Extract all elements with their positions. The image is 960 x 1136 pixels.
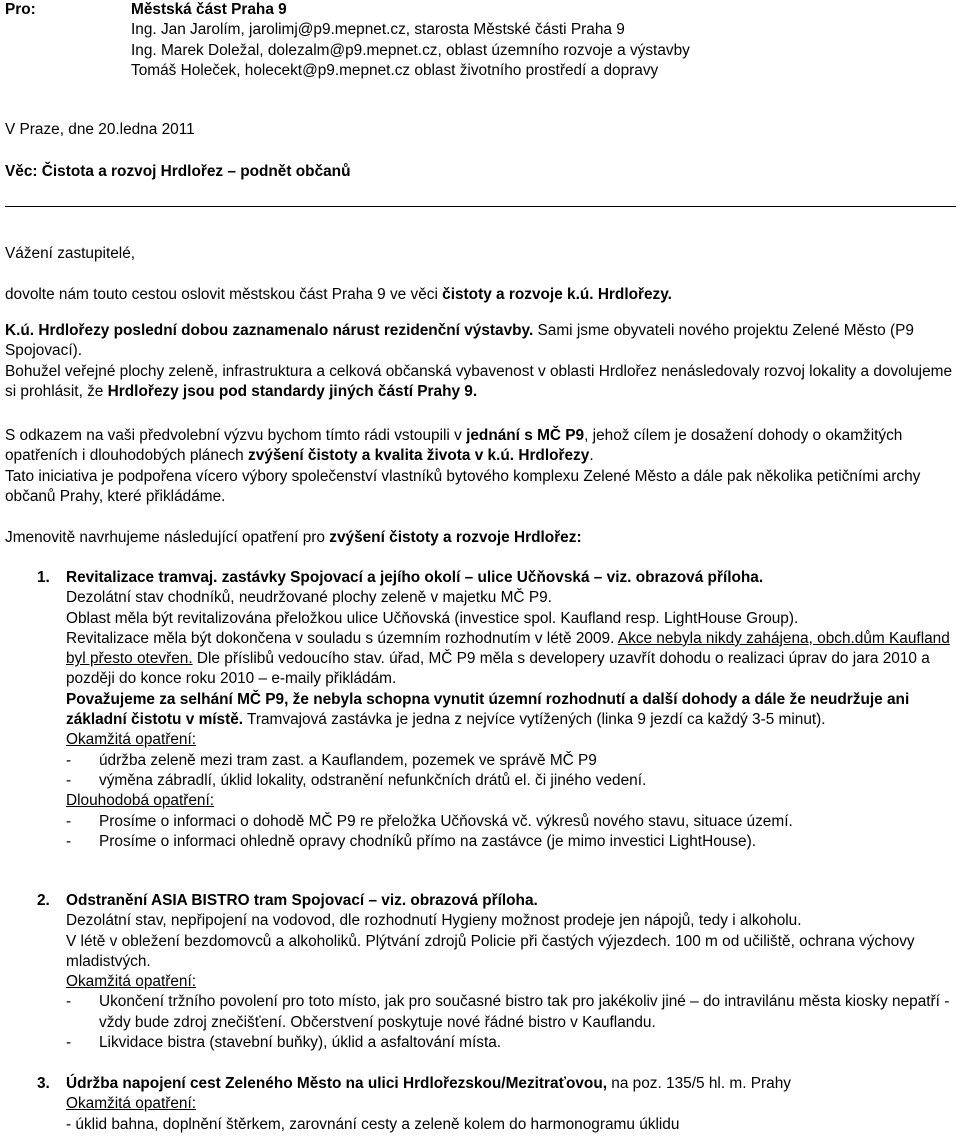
item-text-underlined: Akce nebyla nikdy zahájena, obch.dům Kaufland byl přesto otevřen. bbox=[66, 629, 950, 668]
item-text-b: Dle příslibů vedoucího stav. úřad, MČ P9 měla s developery uzavřít dohodu o realizaci úprav do jara 2010 a později do konce roku 2010 – e-maily přikládám. bbox=[66, 650, 930, 688]
item-text: Dezolátní stav chodníků, neudržované plochy zeleně v majetku MČ P9. bbox=[66, 589, 552, 607]
intro-paragraph bbox=[5, 285, 672, 305]
list-item: - výměna zábradlí, úklid lokality, odstranění nefunkčních drátů el. či jiného vedení. bbox=[66, 771, 647, 789]
intro-emphasis: čistoty a rozvoje k.ú. Hrdlořezy. bbox=[442, 286, 672, 303]
list-item: - Ukončení tržního povolení pro toto místo, jak pro současné bistro tak pro jakékoliv jiné – do intravilánu města kiosky nepatří - vždy bude zdroj znečišťení. Občerstvení poskytuje nové řádné bistro v Kauflandu. bbox=[66, 993, 950, 1031]
proposal-item-3 bbox=[66, 1074, 956, 1135]
paragraph-situation bbox=[5, 321, 955, 402]
proposal-intro bbox=[5, 528, 582, 548]
recipient-line: Ing. Jan Jarolím, jarolimj@p9.mepnet.cz, starosta Městské části Praha 9 bbox=[131, 21, 625, 39]
item-text bbox=[66, 629, 956, 690]
list-item-text: Prosíme o informaci ohledně opravy chodníků přímo na zastávce (je mimo investici LightHouse). bbox=[99, 832, 756, 850]
item-text: Oblast měla být revitalizována přeložkou ulice Učňovská (investice spol. Kaufland resp. LightHouse Group). bbox=[66, 609, 799, 627]
item-title: Údržba napojení cest Zeleného Město na ulici Hrdlořezskou/Mezitraťovou, bbox=[66, 1075, 608, 1092]
list-item-text: úklid bahna, doplnění štěrkem, zarovnání cesty a zeleně kolem do harmonogramu úklidu bbox=[71, 1115, 680, 1133]
longterm-measures-heading: Dlouhodobá opatření: bbox=[66, 792, 215, 810]
list-item: - Prosíme o informaci ohledně opravy chodníků přímo na zastávce (je mimo investici LightHouse). bbox=[66, 832, 756, 850]
list-item-text: Prosíme o informaci o dohodě MČ P9 re přeložka Učňovská vč. výkresů nového stavu, situace území. bbox=[99, 812, 793, 830]
situation-rest: Sami jsme obyvateli nového projektu Zelené Město (P9 Spojovací). bbox=[5, 322, 914, 360]
request-text-b: , jehož cílem je dosažení dohody o okamžitých opatřeních i dlouhodobých plánech bbox=[5, 427, 903, 465]
list-item: - Prosíme o informaci o dohodě MČ P9 re přeložka Učňovská vč. výkresů nového stavu, situace území. bbox=[66, 812, 793, 830]
proposal-intro-emphasis: zvýšení čistoty a rozvoje Hrdlořez: bbox=[329, 529, 582, 546]
situation-detail bbox=[5, 362, 955, 403]
support-text: Tato iniciativa je podpořena vícero výbory společenství vlastníků bytového komplexu Zelené Město a dále pak několika petičními archy občanů Prahy, které přikládáme. bbox=[5, 467, 921, 505]
list-item: - Likvidace bistra (stavební buňky), úklid a asfaltování místa. bbox=[66, 1034, 502, 1052]
recipients-block bbox=[131, 0, 690, 81]
salutation: Vážení zastupitelé, bbox=[5, 245, 136, 262]
item-text-a: Revitalizace měla být dokončena v souladu s územním rozhodnutím v létě 2009. bbox=[66, 629, 618, 647]
request-text-a: S odkazem na vaši předvolební výzvu bychom tímto rádi vstoupili v bbox=[5, 427, 467, 444]
item-number: 2. bbox=[37, 892, 50, 909]
list-item bbox=[66, 1115, 956, 1135]
list-item: - údržba zeleně mezi tram zast. a Kauflandem, pozemek ve správě MČ P9 bbox=[66, 751, 597, 769]
paragraph-request bbox=[5, 426, 955, 507]
subject-divider bbox=[5, 206, 956, 207]
situation-emphasis: K.ú. Hrdlořezy poslední dobou zaznamenalo nárust rezidenční výstavby. bbox=[5, 322, 534, 339]
situation-text bbox=[5, 321, 955, 362]
request-text-c: . bbox=[589, 447, 594, 465]
list-item-text: výměna zábradlí, úklid lokality, odstranění nefunkčních drátů el. či jiného vedení. bbox=[99, 771, 647, 789]
immediate-measures-heading: Okamžitá opatření: bbox=[66, 1095, 197, 1113]
intro-text: dovolte nám touto cestou oslovit městskou část Praha 9 ve věci bbox=[5, 286, 443, 303]
list-item-text: Likvidace bistra (stavební buňky), úklid a asfaltování místa. bbox=[99, 1034, 502, 1052]
item-title-line bbox=[66, 1074, 956, 1094]
item-title-rest: na poz. 135/5 hl. m. Prahy bbox=[607, 1075, 791, 1092]
list-item-text: Ukončení tržního povolení pro toto místo, jak pro současné bistro tak pro jakékoliv jiné – do intravilánu města kiosky nepatří - vždy bude zdroj znečišťení. Občerstvení poskytuje nové řádné bistro v Kauflandu. bbox=[99, 993, 950, 1031]
situation-detail-text: Bohužel veřejné plochy zeleně, infrastruktura a celková občanská vybavenost v oblasti Hrdlořez nenásledovaly rozvoj lokality a dovolujeme si prohlásit, že bbox=[5, 362, 953, 400]
item-title: Odstranění ASIA BISTRO tram Spojovací – viz. obrazová příloha. bbox=[66, 892, 538, 909]
letter-subject: Věc: Čistota a rozvoj Hrdlořez – podnět občanů bbox=[5, 163, 351, 180]
item-number: 1. bbox=[37, 569, 50, 586]
item-text-rest: Tramvajová zastávka je jedna z nejvíce vytížených (linka 9 jezdí ca každý 3-5 minut). bbox=[243, 711, 826, 729]
recipient-line: Tomáš Holeček, holecekt@p9.mepnet.cz oblast životního prostředí a dopravy bbox=[131, 61, 659, 79]
request-emphasis-a: jednání s MČ P9 bbox=[466, 427, 585, 444]
recipient-organization: Městská část Praha 9 bbox=[131, 1, 287, 18]
list-dash: - bbox=[66, 1115, 72, 1133]
item-title: Revitalizace tramvaj. zastávky Spojovací a jejího okolí – ulice Učňovská – viz. obrazová příloha. bbox=[66, 569, 764, 586]
proposal-intro-text: Jmenovitě navrhujeme následující opatření pro bbox=[5, 529, 330, 546]
immediate-measures-heading: Okamžitá opatření: bbox=[66, 973, 197, 991]
list-item-text: údržba zeleně mezi tram zast. a Kauflandem, pozemek ve správě MČ P9 bbox=[99, 751, 597, 769]
request-text bbox=[5, 426, 955, 467]
recipient-line: Ing. Marek Doležal, dolezalm@p9.mepnet.cz, oblast územního rozvoje a výstavby bbox=[131, 41, 690, 59]
proposal-item-2 bbox=[66, 891, 956, 1053]
item-text: Dezolátní stav, nepřipojení na vodovod, dle rozhodnutí Hygieny možnost prodeje jen nápojů, tedy i alkoholu. bbox=[66, 912, 802, 930]
immediate-measures-heading: Okamžitá opatření: bbox=[66, 731, 197, 749]
recipient-label: Pro: bbox=[5, 1, 36, 18]
situation-detail-emphasis: Hrdlořezy jsou pod standardy jiných částí Prahy 9. bbox=[107, 382, 478, 400]
item-number: 3. bbox=[37, 1075, 50, 1092]
item-emphasis: Považujeme za selhání MČ P9, že nebyla schopna vynutit územní rozhodnutí a další dohody a dále že neudržuje ani základní čistotu v místě. bbox=[66, 690, 910, 729]
proposal-item-1 bbox=[66, 568, 956, 852]
item-text bbox=[66, 690, 956, 731]
item-text: V létě v obležení bezdomovců a alkoholiků. Plýtvání zdrojů Policie při častých výjezdech. 100 m od učiliště, ochrana výchovy mladistvých. bbox=[66, 932, 915, 970]
letter-date: V Praze, dne 20.ledna 2011 bbox=[5, 121, 195, 138]
request-emphasis-b: zvýšení čistoty a kvalita života v k.ú. Hrdlořezy bbox=[248, 447, 590, 465]
